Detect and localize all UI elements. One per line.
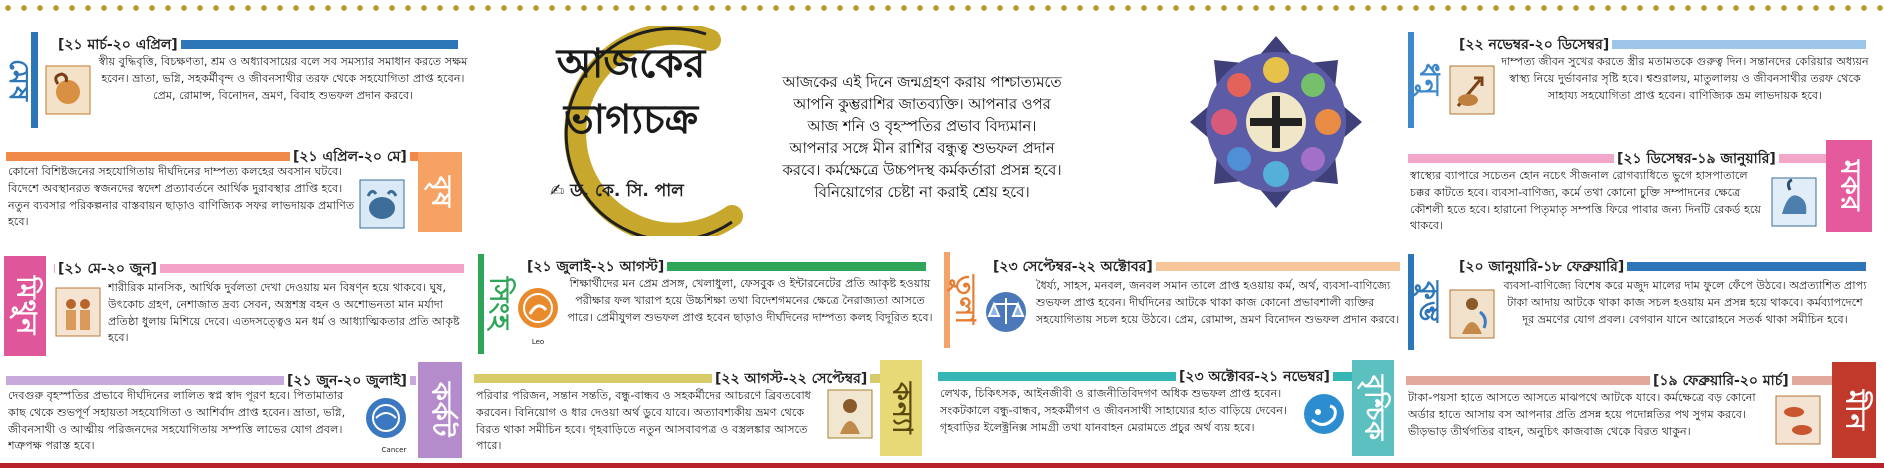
date-range-gemini: [২১ মে-২০ জুন] bbox=[55, 257, 160, 281]
forecast-text-capricorn: স্বাস্থ্যের ব্যাপারে সচেতন হোন নচেৎ সীজনাল রোগব্যাধিতে ভুগে হাসপাতালে চক্কর কাটতে হবে। ব্যবসা-বাণিজ্য, কর্মে তথা কোনো চুক্তি সম্পাদনের ক্ষেত্রে কৌশলী হতে হবে। হারানো পিতৃমাতৃ সম্পত্তি ফিরে পাবার জন্য দিনটি রেকর্ড হয়ে থাকবে। bbox=[1410, 169, 1761, 233]
forecast-text-libra: ধৈর্য্য, সাহস, মনবল, জনবল সমান তালে প্রাপ্ত হওয়ায় কর্ম, অর্থ, ব্যবসা-বাণিজ্যে শুভফল প্রাপ্ত হবেন। দীর্ঘদিনের আটকে থাকা কাজ কোনো প্রভাবশালী ব্যক্তির সহযোগিতায় সচল হয়ে উঠবে। প্রেম, রোমান্স, ভ্রমণ বিনোদন শুভফল প্রদান করবে। bbox=[1036, 279, 1400, 326]
water-bearer-icon bbox=[1448, 286, 1496, 342]
twins-icon bbox=[54, 284, 102, 340]
sign-tab-pisces: মীন bbox=[1832, 362, 1876, 458]
cancer-badge-caption: Cancer bbox=[381, 446, 407, 454]
author-byline bbox=[550, 178, 684, 206]
sign-tab-virgo: কন্যা bbox=[880, 360, 922, 456]
sign-tab-cancer: কর্কট bbox=[418, 362, 462, 458]
title-block bbox=[510, 26, 750, 236]
ram-icon bbox=[44, 62, 92, 118]
sign-tab-capricorn: মকর bbox=[1826, 140, 1872, 232]
leo-badge-caption: Leo bbox=[531, 338, 545, 346]
sign-tab-leo: সিংহ bbox=[478, 254, 512, 354]
intro-paragraph: আজকের এই দিনে জন্মগ্রহণ করায় পাশ্চাত্যমতে আপনি কুম্ভরাশির জাতব্যক্তি। আপনার ওপর আজ শনি ও বৃহস্পতির প্রভাব বিদ্যমান। আপনার সঙ্গে মীন রাশির বন্ধুত্ব শুভফল প্রদান করবে। কর্মক্ষেত্রে উচ্চপদস্থ কর্মকর্তারা প্রসন্ন হবে। বিনিয়োগের চেষ্টা না করাই শ্রেয় হবে। bbox=[782, 74, 1062, 201]
dotted-border-top bbox=[0, 3, 1884, 13]
page-title bbox=[536, 36, 726, 148]
scales-icon bbox=[982, 286, 1030, 342]
forecast-text-sagittarius: দাম্পত্য জীবন সুখের করতে স্ত্রীর মতামতকে গুরুত্ব দিন। সন্তানদের কেরিয়ার অধ্যয়ন স্বাস্থ্য নিয়ে দুর্ভাবনার সৃষ্টি হবে। শ্বশুরালয়, মাতুলালয় ও জীবনসাথীর তরফ থেকে সাহায্য সহযোগিতা প্রাপ্ত হবেন। বাণিজ্যিক ভ্রম লাভদায়ক হবে। bbox=[1501, 55, 1869, 102]
date-range-capricorn: [২১ ডিসেম্বর-১৯ জানুয়ারি] bbox=[1614, 147, 1779, 171]
sign-tab-aquarius: কুম্ভ bbox=[1408, 254, 1442, 350]
bull-icon bbox=[358, 176, 406, 232]
maiden-icon bbox=[826, 386, 874, 442]
page-title-line2: ভাগ্যচক্র bbox=[563, 97, 699, 143]
sign-tab-aries: মেষ bbox=[4, 32, 38, 128]
date-range-scorpio: [২৩ অক্টোবর-২১ নভেম্বর] bbox=[1176, 365, 1333, 389]
forecast-text-cancer: দেবগুরু বৃহস্পতির প্রভাবে দীর্ঘদিনের লালিত স্বপ্ন স্বাদ পূরণ হবে। পিতামাতার কাছ থেকে শুভপূর্ণ সহায়তা সহযোগিতা ও আশির্বাদ প্রাপ্ত হবেন। ভ্রাতা, ভগ্নি, জীবনসাথী ও আত্মীয় পরিজনদের সহযোগিতায় সম্পত্তি লাভের যোগ প্রবল। শত্রুপক্ষ পরাস্ত হবে। bbox=[8, 389, 346, 453]
sign-tab-scorpio: বৃশ্চিক bbox=[1352, 360, 1394, 456]
sign-tab-libra: তুলা bbox=[944, 252, 978, 348]
date-range-cancer: [২১ জুন-২০ জুলাই] bbox=[284, 369, 410, 393]
date-range-aquarius: [২০ জানুয়ারি-১৮ ফেব্রুয়ারি] bbox=[1456, 255, 1627, 279]
forecast-text-aries: স্বীয় বুদ্ধিবৃত্তি, বিচক্ষণতা, শ্রম ও অধ্যাবসায়ের বলে সব সমস্যার সমাধান করতে সক্ষম হবেন। ভ্রাতা, ভগ্নি, সহকর্মীবৃন্দ ও জীবনসাথীর তরফ থেকে সহযোগিতা প্রাপ্ত হবেন। প্রেম, রোমান্স, বিনোদন, ভ্রমণ, বিবাহ শুভফল প্রদান করবে। bbox=[98, 55, 468, 102]
page-title-line1: আজকের bbox=[556, 41, 706, 87]
forecast-text-leo: শিক্ষার্থীদের মন প্রেম প্রসঙ্গ, খেলাধুলা, ফেসবুক ও ইন্টারনেটের প্রতি আকৃষ্ট হওয়ায় পরীক্ষার ফল খারাপ হয়ে উচ্চশিক্ষা তথা বিদেশগমনের ক্ষেত্রে নৈরাজ্যতা আসতে পারে। প্রেমীযুগল শুভফল প্রাপ্ত হবেন ছাড়াও দীর্ঘদিনের দাম্পত্য কলহ বিদূরিত হবে। bbox=[567, 277, 933, 324]
forecast-text-gemini: শারীরিক মানসিক, আর্থিক দুর্বলতা দেখা দেওয়ায় মন বিষণ্ন হয়ে থাকবে। ঘুষ, উৎকোচ গ্রহণ, নেশাজাত দ্রব্য সেবন, অস্ত্রশস্ত্র বহন ও অশোভনতা মান মর্যাদা প্রতিষ্ঠা ধুলায় মিশিয়ে দেবে। এতদসত্ত্বেও মন ধর্ম ও আধ্যাত্মিকতার প্রতি আকৃষ্ট হবে। bbox=[108, 281, 460, 345]
forecast-text-taurus: কোনো বিশিষ্টজনের সহযোগিতায় দীর্ঘদিনের দাম্পত্য কলহের অবসান ঘটবে। বিদেশে অবস্থানরত স্বজনদের স্বদেশ প্রত্যাবর্তনে আর্থিক দুরাবস্থার প্রাপ্তি হবে। নতুন ব্যবসার পরিকল্পনার বাস্তবায়ন ছাড়াও বাণিজ্যিক সফর লাভদায়ক প্রমাণিত হবে। bbox=[8, 165, 355, 229]
crab-icon bbox=[362, 392, 410, 448]
date-range-leo: [২১ জুলাই-২১ আগস্ট] bbox=[524, 255, 667, 279]
forecast-text-virgo: পরিবার পরিজন, সন্তান সন্ততি, বন্ধু-বান্ধব ও সহকর্মীদের আচরণে ব্রিবতবোধ করবেন। বিনিয়োগ ও ধার দেওয়া অর্থ ডুবে যাবে। অত্যাবশ্যকীয় ভ্রমণ থেকে বিরত থাকা সমীচিন হবে। গৃহবাড়িতে নতুন আসবাবপত্র ও বস্ত্রলঙ্কার আসতে পারে। bbox=[476, 389, 811, 453]
date-range-taurus: [২১ এপ্রিল-২০ মে] bbox=[290, 145, 410, 169]
fish-icon bbox=[1774, 392, 1822, 448]
date-range-aries: [২১ মার্চ-২০ এপ্রিল] bbox=[55, 33, 181, 57]
date-range-sagittarius: [২২ নভেম্বর-২০ ডিসেম্বর] bbox=[1456, 33, 1612, 57]
sign-tab-taurus: বৃষ bbox=[418, 152, 462, 232]
forecast-text-scorpio: লেখক, চিকিৎসক, আইনজীবী ও রাজনীতিবিদগণ অধিক শুভফল প্রাপ্ত হবেন। সংকটকালে বন্ধু-বান্ধব, সহকর্মীগণ ও জীবনসাথী সাহায্যের হাত বাড়িয়ে দেবেন। গৃহবাড়ির ইলেক্ট্রনিক্স সামগ্রী তথা যানবাহন মেরামতে প্রচুর অর্থ ব্যয় হবে। bbox=[940, 387, 1287, 434]
author-name: ড. কে. সি. পাল bbox=[570, 181, 684, 201]
pen-icon: ✍ bbox=[550, 181, 571, 201]
date-range-virgo: [২২ আগস্ট-২২ সেপ্টেম্বর] bbox=[712, 367, 870, 391]
date-range-pisces: [১৯ ফেব্রুয়ারি-২০ মার্চ] bbox=[1650, 369, 1792, 393]
forecast-text-pisces: টাকা-পয়সা হাতে আসতে আসতে মাঝপথে আটকে যাবে। কর্মক্ষেত্রে বড় কোনো অর্ডার হাতে আসায় বস আপনার প্রতি প্রসন্ন হয়ে পদোন্নতির পথ সুগম করবে। ভীড়ভাড় তীর্থগতির বাহন, অনুচিৎ কাজবাজ থেকে বিরত থাকুন। bbox=[1408, 391, 1756, 438]
goat-icon bbox=[1770, 174, 1818, 230]
forecast-text-aquarius: ব্যবসা-বাণিজ্যে বিশেষ করে মজুদ মালের দাম ফুলে ফেঁপে উঠবে। অপ্রত্যাশিত প্রাপ্য টাকা আদায় আটকে থাকা কাজ সচল হওয়ায় মন প্রসন্ন হয়ে থাকবে। কর্মব্যাপদেশে দূর ভ্রমণের যোগ প্রবল। বেগবান যানে আরোহনে সতর্ক থাকা সমীচিন হবে। bbox=[1503, 279, 1867, 326]
sign-tab-sagittarius: ধনু bbox=[1408, 32, 1442, 128]
sign-tab-gemini: মিথুন bbox=[4, 256, 46, 356]
archer-icon bbox=[1448, 62, 1496, 118]
lion-icon bbox=[514, 282, 562, 338]
scorpion-icon bbox=[1300, 388, 1348, 444]
zodiac-wheel-icon bbox=[1188, 34, 1364, 210]
bottom-rule bbox=[0, 463, 1884, 468]
date-range-libra: [২৩ সেপ্টেম্বর-২২ অক্টোবর] bbox=[990, 255, 1156, 279]
